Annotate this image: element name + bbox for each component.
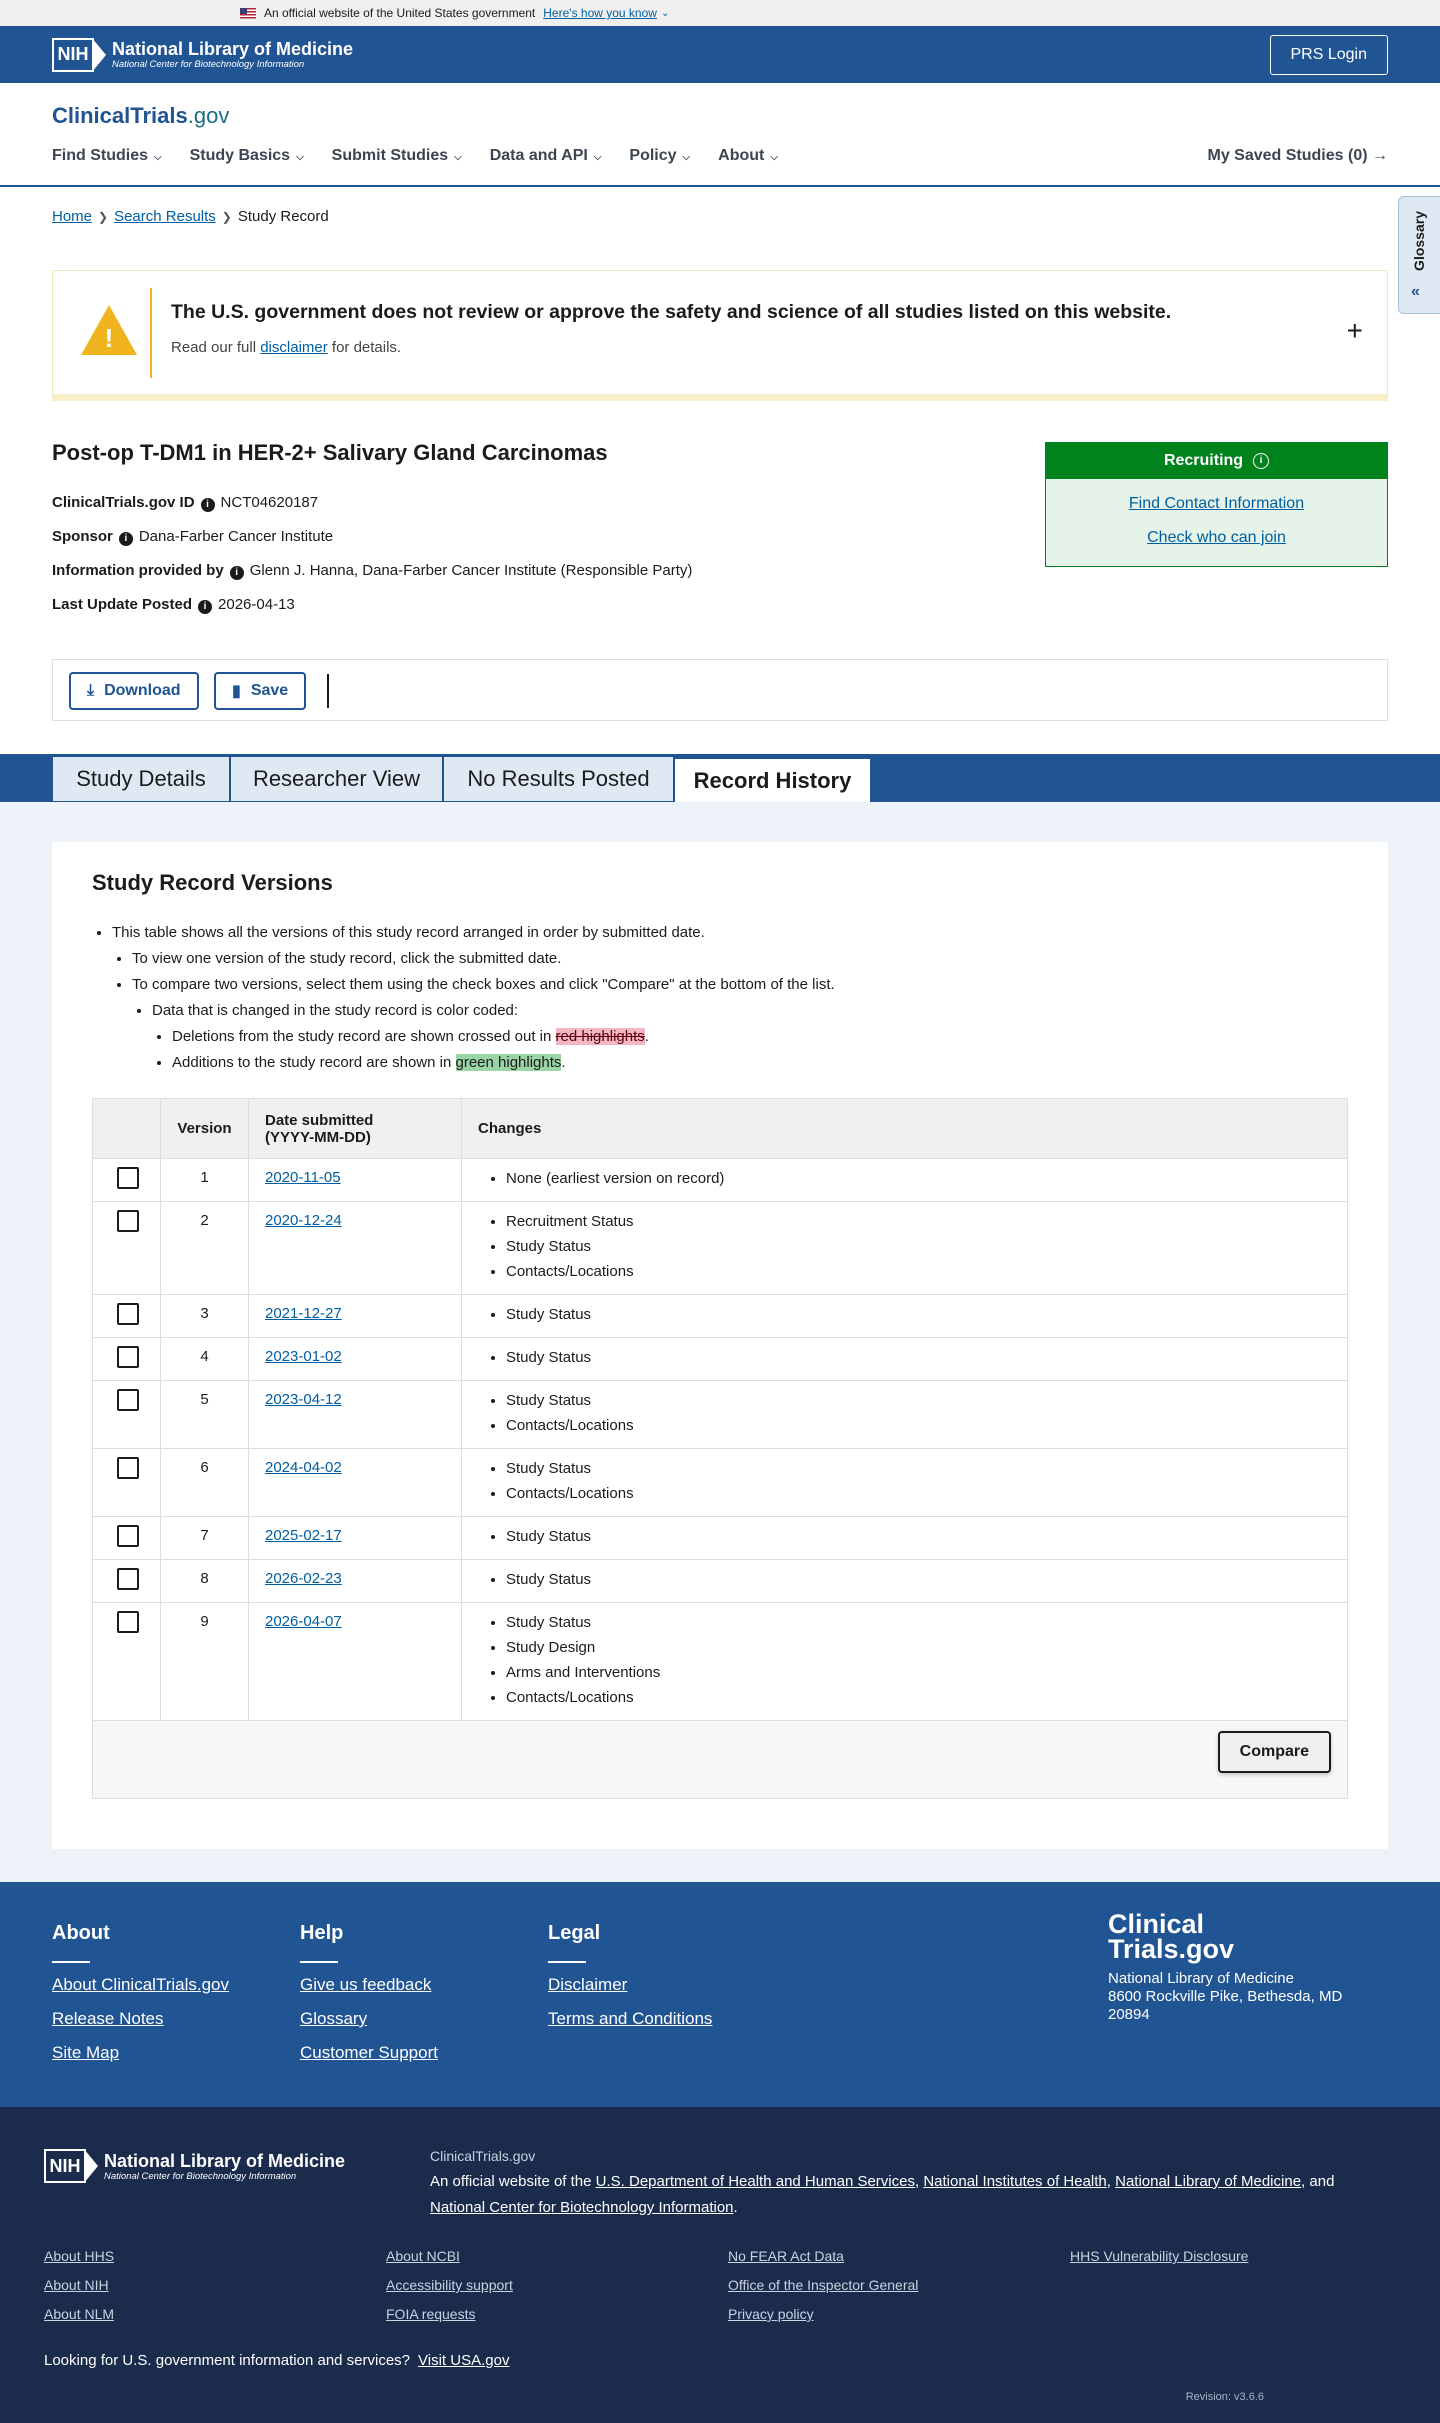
green-highlight-sample: green highlights	[455, 1054, 562, 1071]
table-row	[93, 1159, 1348, 1202]
study-toolbar	[52, 659, 1388, 721]
version-date-link[interactable]: 2020-12-24	[265, 1212, 342, 1229]
version-date-link[interactable]: 2024-04-02	[265, 1459, 342, 1476]
arrow-right-icon: →	[1372, 147, 1388, 164]
breadcrumb-search-results[interactable]: Search Results	[114, 208, 216, 225]
info-icon[interactable]: i	[230, 566, 244, 580]
versions-card	[52, 842, 1388, 1849]
changes-cell	[462, 1338, 1348, 1381]
status-badge: Recruiting i	[1046, 443, 1387, 479]
prs-login-button[interactable]: PRS Login	[1270, 35, 1389, 75]
row-select-cell	[93, 1202, 161, 1295]
row-select-cell	[93, 1603, 161, 1721]
main-nav	[52, 147, 778, 165]
nav-find-studies[interactable]: Find Studies ⌵	[52, 147, 162, 164]
footer-ct-logo: Clinical Trials.gov National Library of Medicine 8600 Rockville Pike, Bethesda, MD 20894	[1108, 1909, 1343, 2023]
version-number: 1	[161, 1159, 249, 1202]
changes-cell	[462, 1560, 1348, 1603]
changes-cell	[462, 1295, 1348, 1338]
site-header	[0, 83, 1440, 187]
download-button[interactable]: ⤓ Download	[69, 672, 199, 710]
change-item: • None (earliest version on record)	[506, 1166, 1331, 1191]
footer-link[interactable]: Release Notes	[52, 2009, 164, 2028]
tab-study-details[interactable]: Study Details	[52, 756, 230, 802]
chevron-right-icon: ❯	[221, 210, 232, 224]
footer-link[interactable]: About NLM	[44, 2306, 115, 2322]
date-column-header: Date submitted (YYYY-MM-DD)	[249, 1099, 462, 1159]
date-cell	[249, 1560, 462, 1603]
version-date-link[interactable]: 2025-02-17	[265, 1527, 342, 1544]
change-item: • Recruitment Status	[506, 1209, 1331, 1234]
tab-no-results-posted[interactable]: No Results Posted	[443, 756, 674, 802]
double-chevron-left-icon: «	[1411, 283, 1420, 300]
changes-cell	[462, 1159, 1348, 1202]
version-number: 2	[161, 1202, 249, 1295]
red-highlight-sample: red highlights	[555, 1028, 645, 1045]
nlm-link[interactable]: National Library of Medicine	[1115, 2173, 1302, 2190]
nlm-footer	[0, 2107, 1440, 2423]
date-cell	[249, 1295, 462, 1338]
tab-record-history[interactable]: Record History	[675, 759, 870, 802]
glossary-tab[interactable]: Glossary «	[1398, 196, 1440, 314]
change-item: • Contacts/Locations	[506, 1685, 1331, 1710]
chevron-right-icon: ❯	[98, 210, 109, 224]
version-date-link[interactable]: 2023-01-02	[265, 1348, 342, 1365]
change-item: • Study Status	[506, 1388, 1331, 1413]
version-date-link[interactable]: 2026-02-23	[265, 1570, 342, 1587]
table-row	[93, 1560, 1348, 1603]
breadcrumb-current: Study Record	[237, 208, 329, 225]
footer-link[interactable]: Office of the Inspector General	[728, 2277, 919, 2293]
footer-legal: Legal Disclaimer Terms and Conditions	[548, 1922, 713, 2028]
version-number: 8	[161, 1560, 249, 1603]
version-date-link[interactable]: 2021-12-27	[265, 1305, 342, 1322]
change-item: • Study Status	[506, 1234, 1331, 1259]
nih-badge-icon: NIH	[52, 38, 106, 72]
site-footer	[0, 1882, 1440, 2107]
footer-links-col3	[728, 2242, 918, 2329]
row-select-cell	[93, 1517, 161, 1560]
change-item: • Contacts/Locations	[506, 1413, 1331, 1438]
footer-address: National Library of Medicine 8600 Rockville Pike, Bethesda, MD 20894	[1108, 1970, 1343, 2023]
version-date-link[interactable]: 2020-11-05	[265, 1169, 341, 1186]
row-select-cell	[93, 1159, 161, 1202]
recruiting-status-box	[1045, 442, 1388, 567]
version-number: 6	[161, 1449, 249, 1517]
clinicaltrials-logo[interactable]: ClinicalTrials.gov	[52, 103, 230, 128]
date-cell	[249, 1517, 462, 1560]
date-cell	[249, 1449, 462, 1517]
revision-text: Revision: v3.6.6	[1185, 2391, 1264, 2403]
gov-banner	[0, 0, 1440, 26]
change-item: • Study Status	[506, 1345, 1331, 1370]
footer-link[interactable]: About ClinicalTrials.gov	[52, 1975, 229, 1994]
changes-cell	[462, 1381, 1348, 1449]
version-date-link[interactable]: 2026-04-07	[265, 1613, 342, 1630]
disclaimer-banner: ! The U.S. government does not review or approve the safety and science of all studies listed on this website. Read our full disclaimer for details. +	[52, 270, 1388, 401]
table-row	[93, 1202, 1348, 1295]
select-column-header	[93, 1099, 161, 1159]
nav-data-api[interactable]: Data and API ⌵	[489, 147, 602, 164]
table-row	[93, 1449, 1348, 1517]
chevron-down-icon: ⌵	[682, 152, 691, 163]
disclaimer-link[interactable]: disclaimer	[260, 339, 328, 356]
us-flag-icon	[240, 8, 256, 19]
footer-link[interactable]: About HHS	[44, 2248, 115, 2264]
info-icon[interactable]: i	[201, 498, 215, 512]
save-button[interactable]: ▮ Save	[214, 672, 306, 710]
study-id-row: ClinicalTrials.gov ID i NCT04620187	[52, 494, 319, 511]
compare-button[interactable]: Compare	[1218, 1731, 1331, 1773]
footer-link[interactable]: Give us feedback	[300, 1975, 432, 1994]
version-checkbox[interactable]	[117, 1167, 139, 1189]
ncbi-link[interactable]: National Center for Biotechnology Information	[430, 2199, 734, 2216]
nav-submit-studies[interactable]: Submit Studies ⌵	[331, 147, 462, 164]
footer-link[interactable]: FOIA requests	[386, 2306, 476, 2322]
expand-plus-icon[interactable]: +	[1346, 315, 1363, 346]
info-icon[interactable]: i	[198, 600, 212, 614]
row-select-cell	[93, 1381, 161, 1449]
row-select-cell	[93, 1449, 161, 1517]
version-column-header: Version	[161, 1099, 249, 1159]
footer-link[interactable]: No FEAR Act Data	[728, 2248, 844, 2264]
table-row	[93, 1517, 1348, 1560]
change-item: • Arms and Interventions	[506, 1660, 1331, 1685]
footer-link[interactable]: Disclaimer	[548, 1975, 628, 1994]
usa-gov-row: Looking for U.S. government information and services? Visit USA.gov	[44, 2352, 510, 2369]
chevron-down-icon: ⌵	[454, 152, 462, 163]
nlm-footer-logo[interactable]: NIH National Library of Medicine National Center for Biotechnology Information	[44, 2149, 345, 2183]
chevron-down-icon: ⌵	[296, 152, 304, 163]
table-row	[93, 1338, 1348, 1381]
record-history-panel	[0, 802, 1440, 1882]
footer-link[interactable]: Terms and Conditions	[548, 2009, 713, 2028]
footer-links-col2	[386, 2242, 513, 2329]
version-checkbox[interactable]	[117, 1303, 139, 1325]
changes-cell	[462, 1202, 1348, 1295]
change-item: • Study Status	[506, 1524, 1331, 1549]
how-you-know-link[interactable]: Here's how you know	[543, 6, 657, 20]
changes-cell	[462, 1449, 1348, 1517]
versions-table	[92, 1098, 1348, 1799]
changes-column-header: Changes	[462, 1099, 1348, 1159]
nih-badge-icon: NIH	[44, 2149, 98, 2183]
footer-help: Help Give us feedback Glossary Customer Support	[300, 1922, 438, 2062]
tab-researcher-view[interactable]: Researcher View	[230, 756, 443, 802]
version-checkbox[interactable]	[117, 1611, 139, 1633]
info-icon[interactable]: i	[119, 532, 133, 546]
row-select-cell	[93, 1338, 161, 1381]
footer-link[interactable]: Accessibility support	[386, 2277, 513, 2293]
version-number: 5	[161, 1381, 249, 1449]
find-contact-link[interactable]: Find Contact Information	[1128, 495, 1305, 512]
version-checkbox[interactable]	[117, 1457, 139, 1479]
hhs-link[interactable]: U.S. Department of Health and Human Services	[595, 2173, 915, 2190]
row-select-cell	[93, 1295, 161, 1338]
version-checkbox[interactable]	[117, 1525, 139, 1547]
date-cell	[249, 1338, 462, 1381]
changes-cell	[462, 1517, 1348, 1560]
version-checkbox[interactable]	[117, 1568, 139, 1590]
usa-gov-link[interactable]: Visit USA.gov	[418, 2352, 510, 2369]
version-number: 4	[161, 1338, 249, 1381]
tab-bar	[0, 754, 1440, 802]
version-checkbox[interactable]	[117, 1346, 139, 1368]
chevron-down-icon[interactable]: ⌄	[660, 7, 670, 19]
versions-notes: • This table shows all the versions of this study record arranged in order by submitted date. • To view one version of the study record, click the submitted date. • To compare two versions, select them using the check boxes and click "Compare" at the bottom of the list. • Data that is changed in the study record is color coded: • Deletions from the study record are shown crossed out in red highlights. • Additions to the study record are shown in green highlights.	[92, 920, 835, 1076]
version-checkbox[interactable]	[117, 1389, 139, 1411]
version-checkbox[interactable]	[117, 1210, 139, 1232]
change-item: • Contacts/Locations	[506, 1259, 1331, 1284]
nav-about[interactable]: About ⌵	[718, 147, 778, 164]
version-date-link[interactable]: 2023-04-12	[265, 1391, 342, 1408]
sponsor-row: Sponsor i Dana-Farber Cancer Institute	[52, 528, 334, 545]
compare-row	[93, 1721, 1348, 1799]
chevron-down-icon: ⌵	[770, 152, 778, 163]
chevron-down-icon: ⌵	[154, 152, 162, 163]
provided-by-row: Information provided by i Glenn J. Hanna, Dana-Farber Cancer Institute (Responsible Party)	[52, 562, 693, 579]
footer-link[interactable]: Privacy policy	[728, 2306, 814, 2322]
changes-cell	[462, 1603, 1348, 1721]
change-item: • Study Design	[506, 1635, 1331, 1660]
version-number: 3	[161, 1295, 249, 1338]
nav-policy[interactable]: Policy ⌵	[629, 147, 691, 164]
change-item: • Study Status	[506, 1456, 1331, 1481]
date-cell	[249, 1603, 462, 1721]
versions-heading: Study Record Versions	[92, 870, 333, 895]
table-row	[93, 1603, 1348, 1721]
footer-about: About About ClinicalTrials.gov Release Notes Site Map	[52, 1922, 229, 2062]
table-row	[93, 1295, 1348, 1338]
change-item: • Contacts/Locations	[506, 1481, 1331, 1506]
footer-link[interactable]: Glossary	[300, 2009, 368, 2028]
footer-links-col1	[44, 2242, 114, 2329]
nih-link[interactable]: National Institutes of Health	[923, 2173, 1107, 2190]
change-item: • Study Status	[506, 1567, 1331, 1592]
version-number: 7	[161, 1517, 249, 1560]
my-saved-studies-link[interactable]: My Saved Studies (0) →	[1207, 147, 1388, 164]
change-item: • Study Status	[506, 1302, 1331, 1327]
download-icon: ⤓	[87, 682, 95, 699]
table-row	[93, 1381, 1348, 1449]
change-item: • Study Status	[506, 1610, 1331, 1635]
disclaimer-text: Read our full disclaimer for details.	[171, 339, 402, 356]
footer-link[interactable]: About NIH	[44, 2277, 109, 2293]
version-number: 9	[161, 1603, 249, 1721]
date-cell	[249, 1202, 462, 1295]
date-cell	[249, 1381, 462, 1449]
official-site-text: ClinicalTrials.gov An official website of the U.S. Department of Health and Human Services, National Institutes of Health, National Library of Medicine, and National Center for Biotechnology Information.	[430, 2148, 1335, 2216]
breadcrumb-home[interactable]: Home	[52, 208, 93, 225]
footer-link[interactable]: Customer Support	[300, 2043, 438, 2062]
gov-banner-text: An official website of the United States government	[264, 6, 536, 20]
date-cell	[249, 1159, 462, 1202]
nlm-logo[interactable]	[52, 38, 353, 72]
check-who-can-join-link[interactable]: Check who can join	[1147, 529, 1286, 546]
footer-link[interactable]: HHS Vulnerability Disclosure	[1070, 2248, 1249, 2264]
disclaimer-title: The U.S. government does not review or approve the safety and science of all studies listed on this website.	[171, 301, 1172, 323]
bookmark-icon: ▮	[232, 683, 241, 700]
study-title: Post-op T-DM1 in HER-2+ Salivary Gland Carcinomas	[52, 440, 608, 465]
info-icon[interactable]: i	[1253, 453, 1269, 469]
nlm-name: National Library of Medicine	[112, 39, 354, 59]
last-update-row: Last Update Posted i 2026-04-13	[52, 596, 295, 613]
nih-header	[0, 26, 1440, 83]
ncbi-name: National Center for Biotechnology Information	[112, 59, 305, 70]
footer-link[interactable]: About NCBI	[386, 2248, 460, 2264]
footer-links-col4	[1070, 2242, 1248, 2271]
footer-link[interactable]: Site Map	[52, 2043, 120, 2062]
nav-study-basics[interactable]: Study Basics ⌵	[189, 147, 304, 164]
breadcrumb	[52, 208, 329, 225]
chevron-down-icon: ⌵	[593, 152, 602, 163]
row-select-cell	[93, 1560, 161, 1603]
